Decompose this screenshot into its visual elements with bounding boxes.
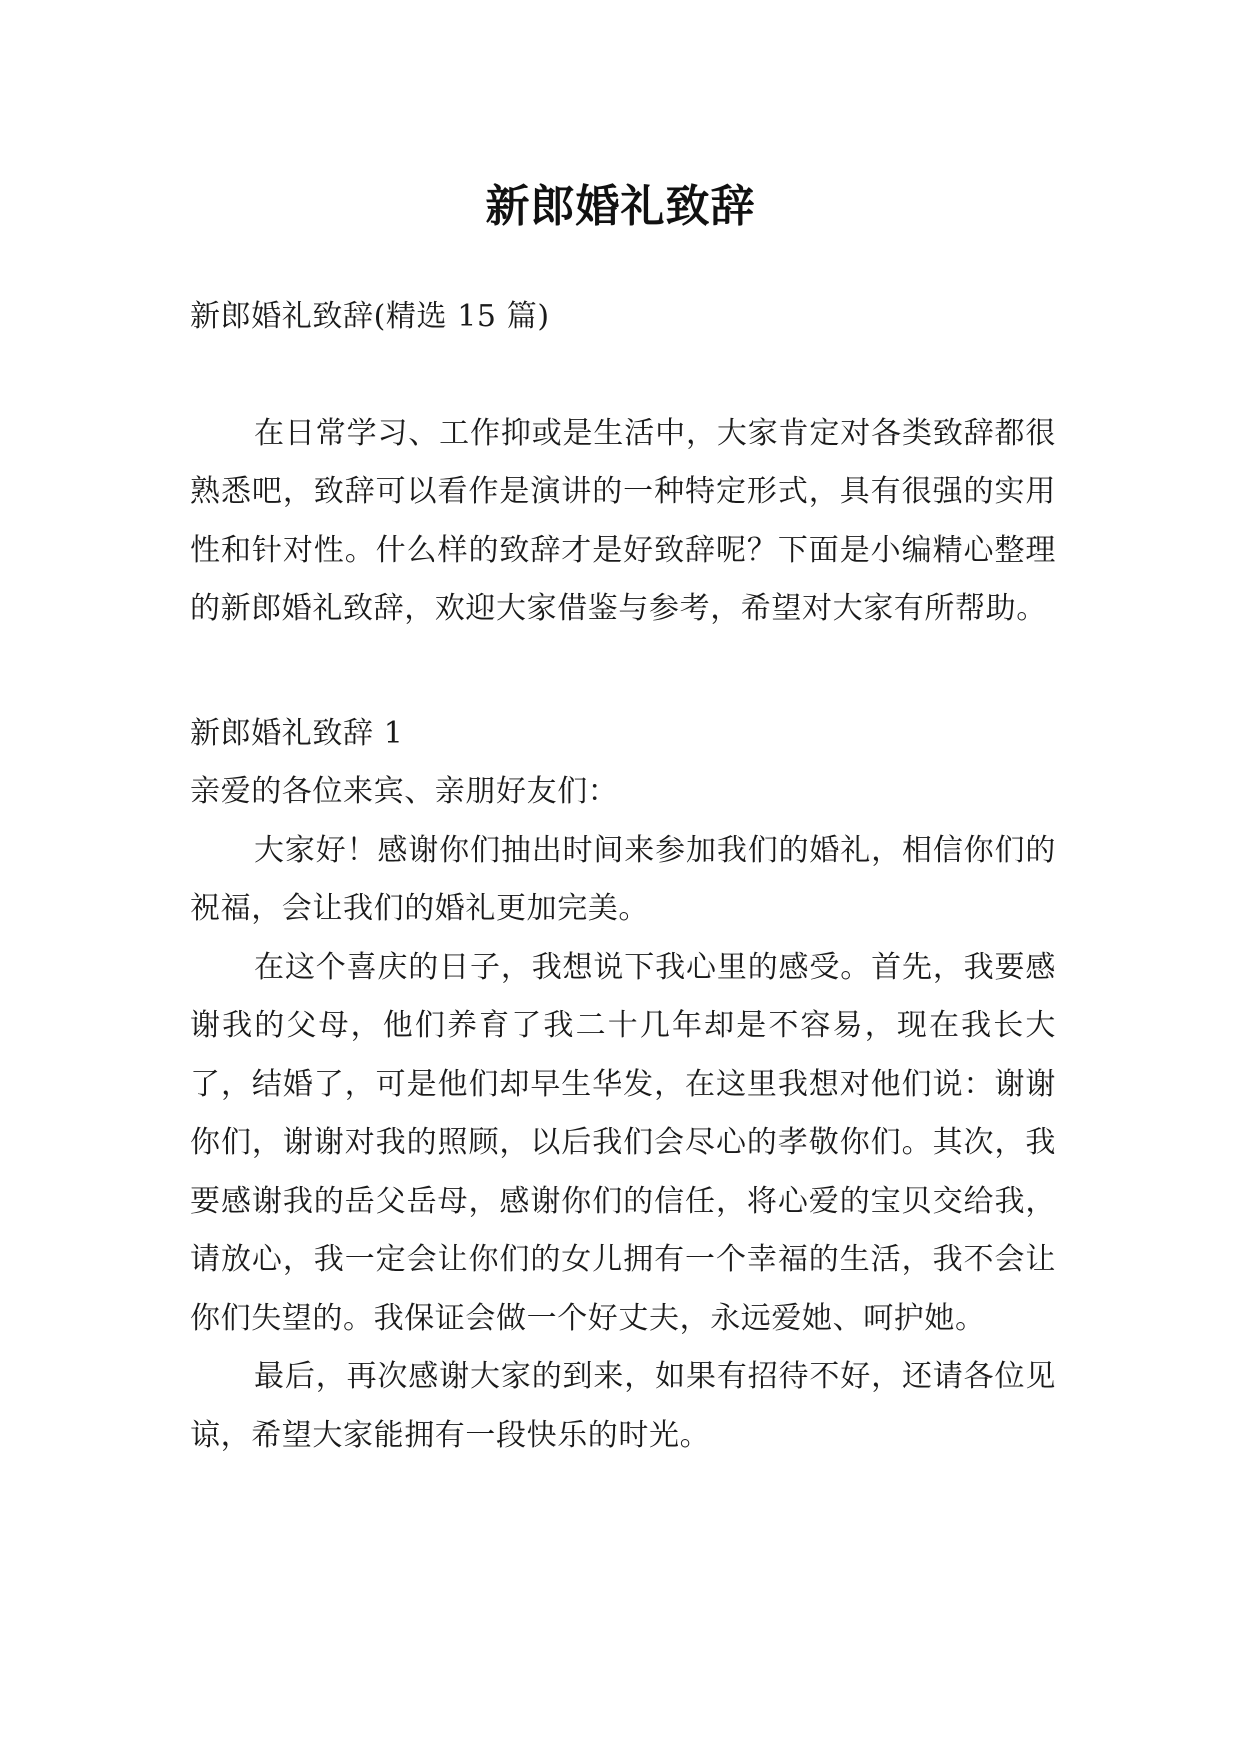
body-paragraph-3: 最后，再次感谢大家的到来，如果有招待不好，还请各位见谅，希望大家能拥有一段快乐的时光。 bbox=[190, 1359, 1056, 1453]
document-body bbox=[190, 288, 1056, 1465]
section-heading: 新郎婚礼致辞 1 bbox=[190, 715, 404, 751]
document-subtitle: 新郎婚礼致辞(精选 15 篇) bbox=[190, 299, 550, 334]
document-title: 新郎婚礼致辞 bbox=[485, 181, 756, 233]
intro-paragraph: 在日常学习、工作抑或是生活中，大家肯定对各类致辞都很熟悉吧，致辞可以看作是演讲的一种特定形式，具有很强的实用性和针对性。什么样的致辞才是好致辞呢？下面是小编精心整理的新郎婚礼致辞，欢迎大家借鉴与参考，希望对大家有所帮助。 bbox=[190, 415, 1056, 626]
body-paragraph-1: 大家好！感谢你们抽出时间来参加我们的婚礼，相信你们的祝福，会让我们的婚礼更加完美。 bbox=[190, 832, 1056, 926]
salutation: 亲爱的各位来宾、亲朋好友们： bbox=[190, 774, 619, 809]
body-paragraph-2: 在这个喜庆的日子，我想说下我心里的感受。首先，我要感谢我的父母，他们养育了我二十几年却是不容易，现在我长大了，结婚了，可是他们却早生华发，在这里我想对他们说：谢谢你们，谢谢对我的照顾，以后我们会尽心的孝敬你们。其次，我要感谢我的岳父岳母，感谢你们的信任，将心爱的宝贝交给我，请放心，我一定会让你们的女儿拥有一个幸福的生活，我不会让你们失望的。我保证会做一个好丈夫，永远爱她、呵护她。 bbox=[190, 949, 1056, 1336]
